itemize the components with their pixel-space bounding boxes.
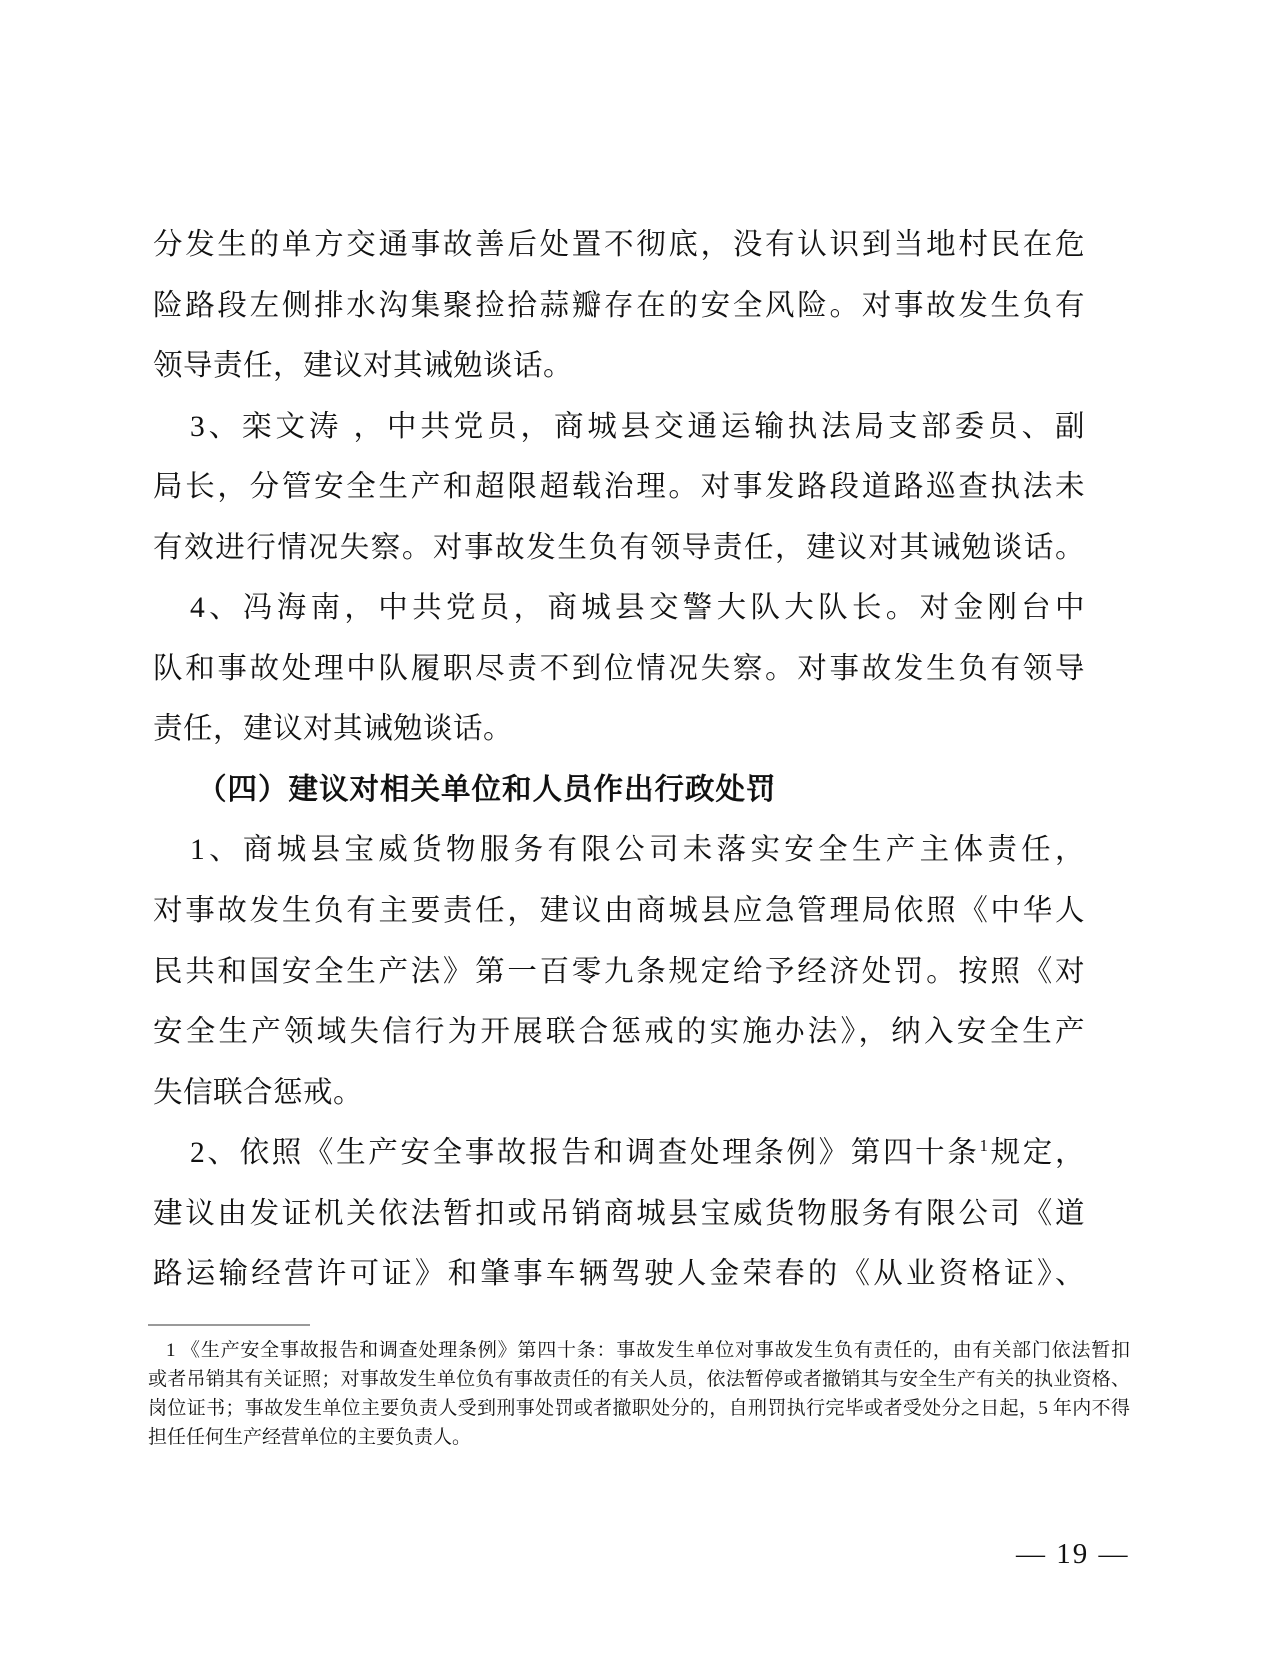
body-line: 有效进行情况失察。对事故发生负有领导责任，建议对其诫勉谈话。 xyxy=(153,531,1085,564)
footnote-reference-marker: 1 xyxy=(979,1136,989,1156)
footnote-separator xyxy=(148,1324,310,1326)
body-line: 队和事故处理中队履职尽责不到位情况失察。对事故发生负有领导 xyxy=(153,652,1085,685)
body-line: 责任，建议对其诫勉谈话。 xyxy=(153,713,514,746)
body-line: 建议由发证机关依法暂扣或吊销商城县宝威货物服务有限公司《道 xyxy=(153,1197,1085,1230)
document-body xyxy=(153,215,1085,1305)
body-line-item-4: 4、冯海南，中共党员，商城县交警大队大队长。对金刚台中 xyxy=(190,592,1085,625)
section-heading-4: （四）建议对相关单位和人员作出行政处罚 xyxy=(197,773,777,806)
body-line: 路运输经营许可证》和肇事车辆驾驶人金荣春的《从业资格证》、 xyxy=(153,1258,1085,1291)
page-number: — 19 — xyxy=(1016,1538,1130,1570)
body-line: 失信联合惩戒。 xyxy=(153,1076,364,1109)
body-line: 民共和国安全生产法》第一百零九条规定给予经济处罚。按照《对 xyxy=(153,955,1085,988)
footnote-block xyxy=(148,1336,1130,1452)
body-line: 分发生的单方交通事故善后处置不彻底，没有认识到当地村民在危 xyxy=(153,229,1085,261)
body-line-text: 规定， xyxy=(988,1137,1085,1170)
body-line-item-2 xyxy=(153,1123,1085,1184)
body-line: 对事故发生负有主要责任，建议由商城县应急管理局依照《中华人 xyxy=(153,895,1085,928)
body-line-text: 2、依照《生产安全事故报告和调查处理条例》第四十条 xyxy=(190,1137,980,1170)
footnote-line: 1 《生产安全事故报告和调查处理条例》第四十条：事故发生单位对事故发生负有责任的，由有关部门依法暂扣 xyxy=(166,1340,1130,1361)
body-line: 安全生产领域失信行为开展联合惩戒的实施办法》，纳入安全生产 xyxy=(153,1016,1085,1049)
body-line: 局长，分管安全生产和超限超载治理。对事发路段道路巡查执法未 xyxy=(153,471,1085,504)
footnote-line: 担任任何生产经营单位的主要负责人。 xyxy=(148,1427,472,1448)
body-line: 险路段左侧排水沟集聚捡拾蒜瓣存在的安全风险。对事故发生负有 xyxy=(153,289,1085,322)
body-line-item-1: 1、商城县宝威货物服务有限公司未落实安全生产主体责任， xyxy=(190,834,1085,867)
body-line: 领导责任，建议对其诫勉谈话。 xyxy=(153,350,574,383)
footnote-line: 或者吊销其有关证照；对事故发生单位负有事故责任的有关人员，依法暂停或者撤销其与安全生产有关的执业资格、 xyxy=(148,1369,1130,1390)
footnote-line: 岗位证书；事故发生单位主要负责人受到刑事处罚或者撤职处分的，自刑罚执行完毕或者受处分之日起，5 年内不得 xyxy=(148,1398,1130,1419)
body-line-item-3: 3、栾文涛 ，中共党员，商城县交通运输执法局支部委员、副 xyxy=(190,410,1085,443)
